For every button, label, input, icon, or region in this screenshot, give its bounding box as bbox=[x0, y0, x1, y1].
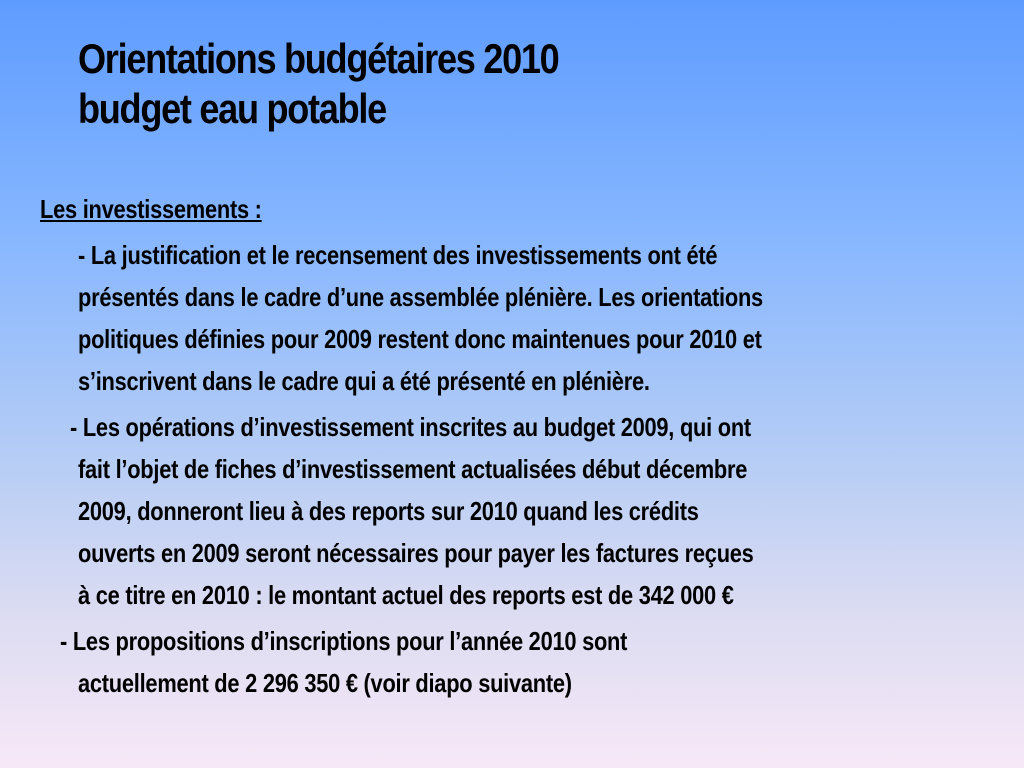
section-heading: Les investissements : bbox=[40, 194, 262, 224]
paragraph-line: actuellement de 2 296 350 € (voir diapo suivante) bbox=[78, 668, 572, 698]
paragraph-line: - Les opérations d’investissement inscrites au budget 2009, qui ont bbox=[70, 412, 751, 442]
paragraph-line: 2009, donneront lieu à des reports sur 2010 quand les crédits bbox=[78, 496, 699, 526]
paragraph-line: présentés dans le cadre d’une assemblée plénière. Les orientations bbox=[78, 282, 763, 312]
title-line-1: Orientations budgétaires 2010 bbox=[78, 35, 559, 82]
paragraph-line: - Les propositions d’inscriptions pour l’année 2010 sont bbox=[60, 626, 628, 656]
paragraph-line: s’inscrivent dans le cadre qui a été présenté en plénière. bbox=[78, 366, 650, 396]
slide-title bbox=[78, 34, 558, 134]
paragraph-line: ouverts en 2009 seront nécessaires pour payer les factures reçues bbox=[78, 538, 754, 568]
paragraph-line: politiques définies pour 2009 restent donc maintenues pour 2010 et bbox=[78, 324, 762, 354]
title-line-2: budget eau potable bbox=[78, 85, 386, 132]
paragraph-line: - La justification et le recensement des investissements ont été bbox=[78, 240, 718, 270]
paragraph-line: à ce titre en 2010 : le montant actuel des reports est de 342 000 € bbox=[78, 580, 734, 610]
paragraph-line: fait l’objet de fiches d’investissement actualisées début décembre bbox=[78, 454, 748, 484]
